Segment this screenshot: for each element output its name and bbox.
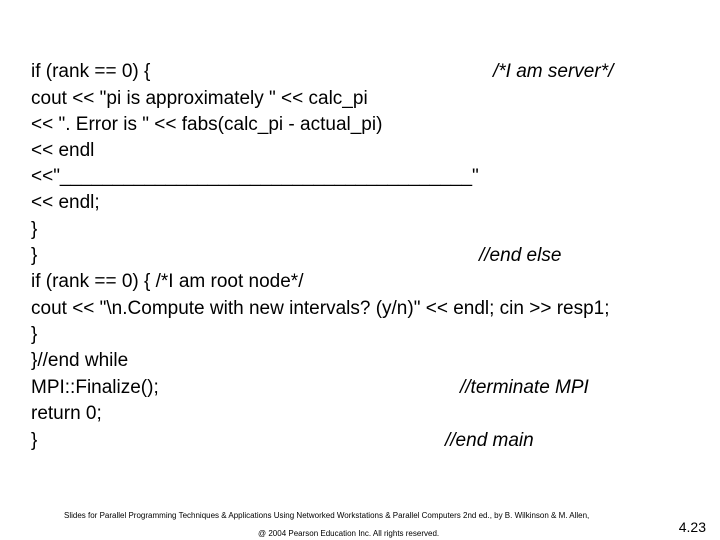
code-comment: //end main xyxy=(445,430,534,451)
code-line: } xyxy=(31,219,38,240)
code-line: << ". Error is " << fabs(calc_pi - actual_pi) xyxy=(31,114,383,135)
code-line: cout << "\n.Compute with new intervals? (y/n)" << endl; cin >> resp1; xyxy=(31,298,610,319)
code-line: cout << "pi is approximately " << calc_pi xyxy=(31,88,368,109)
code-line: } xyxy=(31,430,38,451)
code-line: }//end while xyxy=(31,350,129,371)
code-line: if (rank == 0) { /*I am root node*/ xyxy=(31,271,304,292)
footer-copyright: @ 2004 Pearson Education Inc. All rights reserved. xyxy=(258,529,440,538)
slide-number: 4.23 xyxy=(678,519,706,535)
code-line: } xyxy=(31,324,38,345)
code-line: if (rank == 0) { xyxy=(31,61,151,82)
code-line: << endl xyxy=(31,140,95,161)
code-comment: //terminate MPI xyxy=(460,377,589,398)
code-line: << endl; xyxy=(31,192,100,213)
code-line: <<"_______________________________________" xyxy=(31,166,479,187)
code-comment: //end else xyxy=(479,245,562,266)
footer-credit: Slides for Parallel Programming Techniques & Applications Using Networked Workstations & Parallel Computers 2nd ed., by B. Wilkinson & M. Allen, xyxy=(64,511,590,520)
code-line: } xyxy=(31,245,38,266)
code-comment: /*I am server*/ xyxy=(493,61,614,82)
code-line: MPI::Finalize(); xyxy=(31,377,159,398)
code-line: return 0; xyxy=(31,403,102,424)
